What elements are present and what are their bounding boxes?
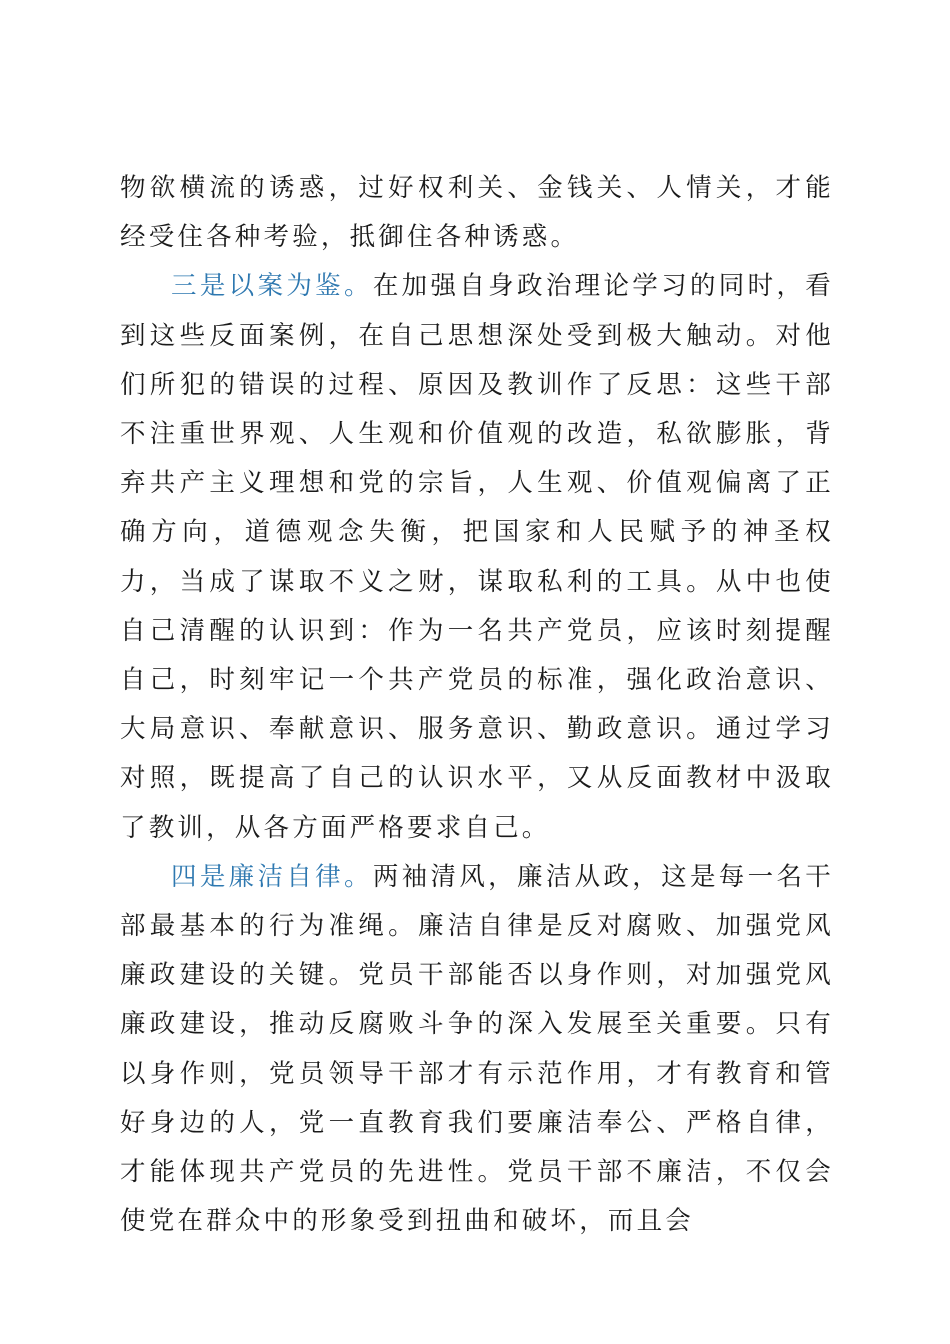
- paragraph-heading: 三是以案为鉴。: [171, 271, 373, 302]
- paragraph-text: 物欲横流的诱惑，过好权利关、金钱关、人情关，才能经受住各种考验，抵御住各种诱惑。: [120, 173, 834, 253]
- paragraph-text: 两袖清风，廉洁从政，这是每一名干部最基本的行为准绳。廉洁自律是反对腐败、加强党风廉政建设的关键。党员干部能否以身作则，对加强党风廉政建设，推动反腐败斗争的深入发展至关重要。只有以身作则，党员领导干部才有示范作用，才有教育和管好身边的人，党一直教育我们要廉洁奉公、严格自律，才能体现共产党员的先进性。党员干部不廉洁，不仅会使党在群众中的形象受到扭曲和破坏，而且会: [120, 861, 835, 1237]
- document-body: [120, 164, 834, 1246]
- paragraph-text: 在加强自身政治理论学习的同时，看到这些反面案例，在自己思想深处受到极大触动。对他们所犯的错误的过程、原因及教训作了反思：这些干部不注重世界观、人生观和价值观的改造，私欲膨胀，背弃共产主义理想和党的宗旨，人生观、价值观偏离了正确方向，道德观念失衡，把国家和人民赋予的神圣权力，当成了谋取不义之财，谋取私利的工具。从中也使自己清醒的认识到：作为一名共产党员，应该时刻提醒自己，时刻牢记一个共产党员的标准，强化政治意识、大局意识、奉献意识、服务意识、勤政意识。通过学习对照，既提高了自己的认识水平，又从反面教材中汲取了教训，从各方面严格要求自己。: [120, 271, 835, 843]
- paragraph-case-lesson: [120, 262, 834, 852]
- paragraph-continuation: [120, 164, 834, 262]
- paragraph-heading: 四是廉洁自律。: [171, 861, 373, 892]
- paragraph-self-discipline: [120, 853, 834, 1247]
